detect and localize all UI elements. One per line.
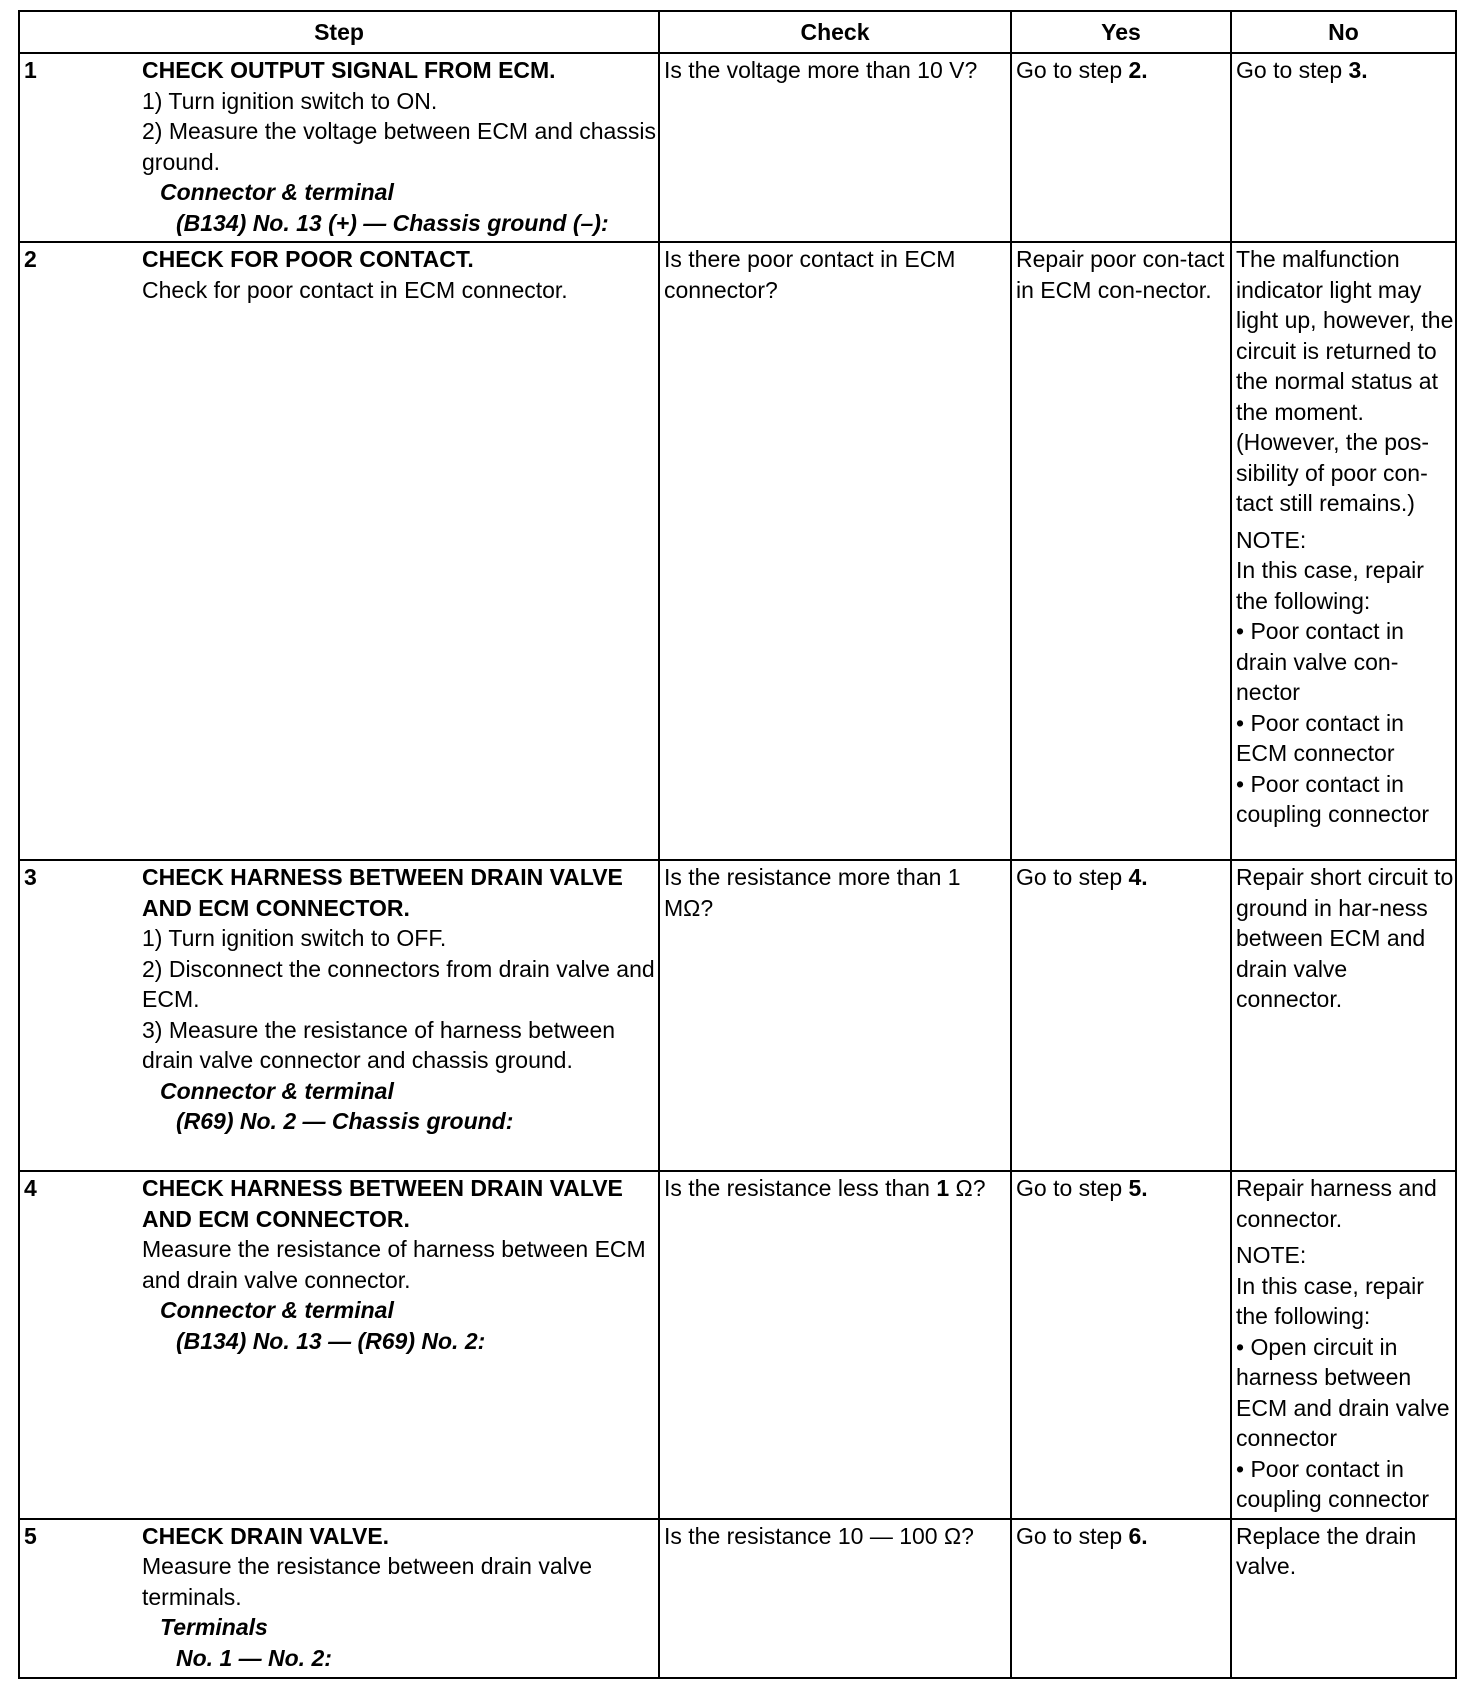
connector-label: Connector & terminal (160, 1077, 394, 1104)
yes-text: Go to step (1016, 1522, 1129, 1549)
step-instruction: Measure the resistance between drain valve terminals. (142, 1553, 593, 1610)
yes-step-ref: 5. (1128, 1175, 1148, 1201)
step-cell (19, 53, 659, 242)
step-number: 3 (24, 864, 37, 890)
no-cell (1231, 1171, 1456, 1519)
header-yes: Yes (1011, 11, 1231, 53)
step-number: 1 (24, 57, 37, 83)
step-cell (19, 242, 659, 860)
header-step: Step (19, 11, 659, 53)
connector-label: Terminals (160, 1614, 268, 1640)
note-bullet: • Poor contact in coupling connector (1236, 770, 1430, 827)
yes-step-ref: 4. (1128, 864, 1148, 890)
no-cell (1231, 53, 1456, 242)
connector-value: (R69) No. 2 — Chassis ground: (176, 1108, 514, 1134)
note-label: NOTE: (1236, 526, 1307, 553)
step-title: CHECK HARNESS BETWEEN DRAIN VALVE AND ECM CONNECTOR. (142, 1175, 623, 1232)
step-number: 4 (24, 1175, 37, 1201)
step-title: CHECK HARNESS BETWEEN DRAIN VALVE AND ECM CONNECTOR. (142, 864, 623, 921)
yes-text: Repair poor con-tact in ECM con-nector. (1016, 246, 1225, 303)
yes-step-ref: 2. (1128, 57, 1148, 83)
step-number: 5 (24, 1522, 37, 1549)
note-label: NOTE: (1236, 1242, 1307, 1268)
table-row (19, 53, 1456, 242)
check-cell (659, 53, 1011, 242)
no-cell (1231, 860, 1456, 1171)
check-cell (659, 1519, 1011, 1678)
check-text: Is the resistance less than (664, 1175, 937, 1201)
header-check: Check (659, 11, 1011, 53)
step-cell (19, 860, 659, 1171)
step-instruction: 2) Measure the voltage between ECM and chassis ground. (142, 118, 656, 175)
note-bullet: • Poor contact in drain valve con-nector (1236, 618, 1404, 705)
check-cell (659, 242, 1011, 860)
yes-text: Go to step (1016, 57, 1129, 83)
no-text: Replace the drain valve. (1236, 1522, 1417, 1579)
check-value: 1 (936, 1175, 950, 1201)
check-text: Is there poor contact in ECM connector? (664, 246, 956, 303)
check-text: Is the resistance 10 — 100 Ω? (664, 1522, 974, 1549)
connector-label: Connector & terminal (160, 1297, 394, 1323)
table-row (19, 1171, 1456, 1519)
header-no: No (1231, 11, 1456, 53)
check-unit: Ω? (949, 1175, 986, 1201)
no-text: Repair harness and connector. (1236, 1175, 1437, 1232)
note-bullet: • Poor contact in coupling connector (1236, 1455, 1430, 1512)
step-title: CHECK OUTPUT SIGNAL FROM ECM. (142, 57, 556, 83)
step-instruction: 3) Measure the resistance of harness between drain valve connector and chassis ground. (142, 1016, 616, 1073)
table-row (19, 1519, 1456, 1678)
step-title: CHECK DRAIN VALVE. (142, 1522, 390, 1549)
step-cell (19, 1171, 659, 1519)
note-intro: In this case, repair the following: (1236, 557, 1424, 614)
diagnostic-table (18, 10, 1457, 1679)
step-instruction: Check for poor contact in ECM connector. (142, 276, 568, 303)
step-instruction: Measure the resistance of harness between ECM and drain valve connector. (142, 1236, 646, 1293)
connector-value: (B134) No. 13 — (R69) No. 2: (176, 1327, 486, 1354)
yes-text: Go to step (1016, 864, 1129, 890)
check-text: Is the resistance more than 1 MΩ? (664, 864, 961, 921)
yes-text: Go to step (1016, 1175, 1129, 1201)
table-row (19, 860, 1456, 1171)
yes-step-ref: 6. (1128, 1522, 1148, 1549)
table-row (19, 242, 1456, 860)
step-title: CHECK FOR POOR CONTACT. (142, 246, 474, 272)
no-text: Go to step (1236, 57, 1349, 83)
yes-cell (1011, 860, 1231, 1171)
check-cell (659, 1171, 1011, 1519)
yes-cell (1011, 242, 1231, 860)
yes-cell (1011, 53, 1231, 242)
step-instruction: 1) Turn ignition switch to ON. (142, 87, 438, 114)
step-number: 2 (24, 246, 37, 272)
no-text: Repair short circuit to ground in har-ness between ECM and drain valve connector. (1236, 864, 1454, 1012)
step-cell (19, 1519, 659, 1678)
connector-label: Connector & terminal (160, 179, 394, 205)
yes-cell (1011, 1519, 1231, 1678)
no-step-ref: 3. (1348, 57, 1368, 83)
header-row (19, 11, 1456, 53)
step-instruction: 1) Turn ignition switch to OFF. (142, 925, 447, 951)
step-instruction: 2) Disconnect the connectors from drain valve and ECM. (142, 955, 655, 1012)
no-text: The malfunction indicator light may light up, however, the circuit is returned to the normal status at the moment. (However, the pos-sibility of poor con-tact still remains.) (1236, 246, 1454, 516)
check-text: Is the voltage more than 10 V? (664, 57, 978, 83)
yes-cell (1011, 1171, 1231, 1519)
note-intro: In this case, repair the following: (1236, 1272, 1424, 1329)
note-bullet: • Open circuit in harness between ECM and drain valve connector (1236, 1333, 1450, 1451)
no-cell (1231, 242, 1456, 860)
no-cell (1231, 1519, 1456, 1678)
connector-value: (B134) No. 13 (+) — Chassis ground (–): (176, 209, 609, 236)
connector-value: No. 1 — No. 2: (176, 1644, 332, 1671)
note-bullet: • Poor contact in ECM connector (1236, 709, 1404, 766)
check-cell (659, 860, 1011, 1171)
